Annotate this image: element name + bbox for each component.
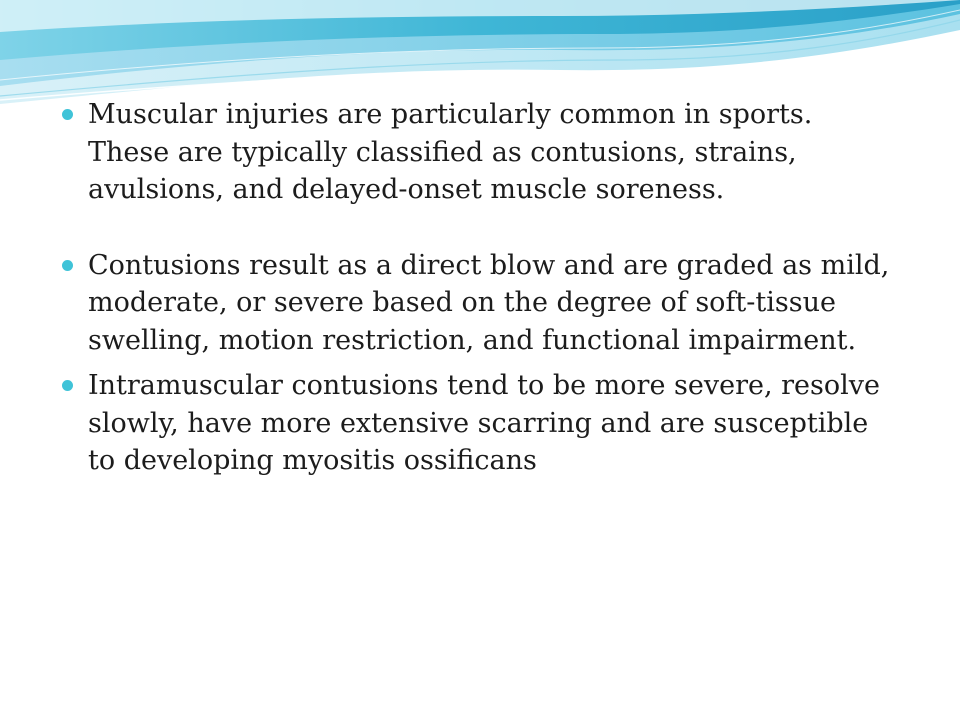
bullet-dot-icon	[62, 260, 73, 271]
bullet-text: Muscular injuries are particularly common in sports. These are typically classified as contusions, strains, avulsions, and delayed-onset muscle soreness.	[88, 99, 813, 205]
bullet-dot-icon	[62, 109, 73, 120]
bullet-text: Contusions result as a direct blow and are graded as mild, moderate, or severe based on the degree of soft-tissue swelling, motion restriction, and functional impairment.	[88, 249, 890, 356]
bullet-text: Intramuscular contusions tend to be more severe, resolve slowly, have more extensive scarring and are susceptible to developing myositis ossificans	[88, 370, 880, 476]
bullet-item-intramuscular-contusions	[60, 367, 900, 480]
bullet-dot-icon	[62, 380, 73, 391]
bullet-item-muscular-injuries	[60, 96, 900, 209]
bullet-list	[60, 96, 900, 480]
wave-header-decoration	[0, 0, 960, 110]
bullet-item-contusions	[60, 247, 900, 360]
